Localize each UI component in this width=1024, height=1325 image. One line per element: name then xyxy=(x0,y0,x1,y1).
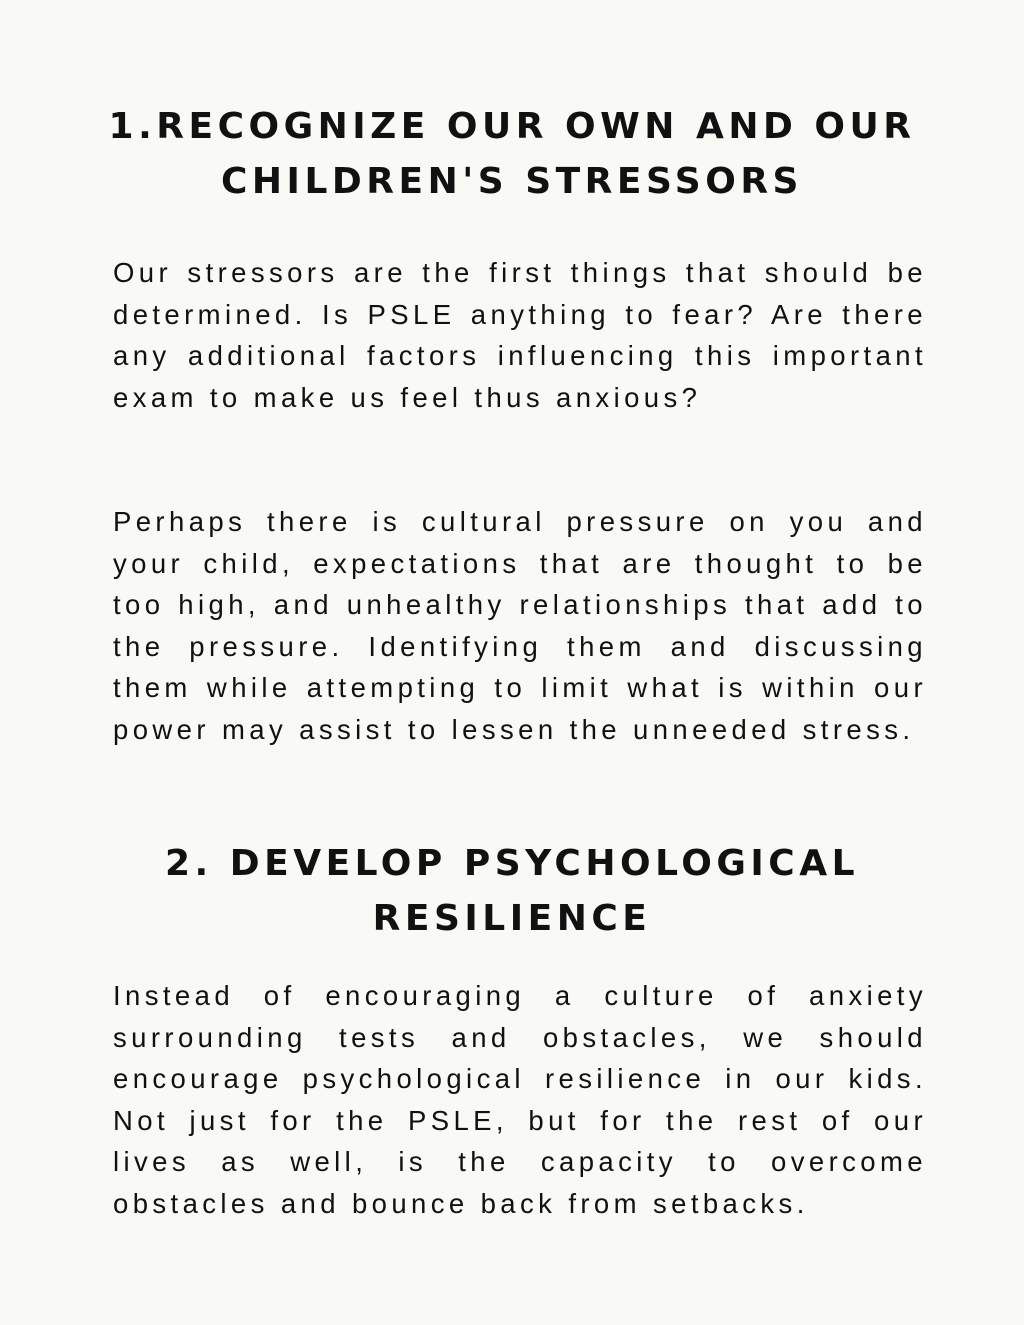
section-1-paragraph-1: Our stressors are the first things that should be determined. Is PSLE anything to fear? Are there any additional factors influencing this important exam to make us feel thus anxious? xyxy=(113,257,927,413)
section-1-paragraph-2: Perhaps there is cultural pressure on you and your child, expectations that are thought to be too high, and unhealthy relationships that add to the pressure. Identifying them and discussing them while attempting to limit what is within our power may assist to lessen the unneeded stress. xyxy=(113,506,927,745)
section-1-heading: 1.RECOGNIZE OUR OWN AND OUR CHILDREN'S STRESSORS xyxy=(108,106,916,202)
section-2-paragraph-1: Instead of encouraging a culture of anxiety surrounding tests and obstacles, we should encourage psychological resilience in our kids. Not just for the PSLE, but for the rest of our lives as well, is the capacity to overcome obstacles and bounce back from setbacks. xyxy=(113,980,927,1219)
section-2-heading: 2. DEVELOP PSYCHOLOGICAL RESILIENCE xyxy=(164,843,860,939)
